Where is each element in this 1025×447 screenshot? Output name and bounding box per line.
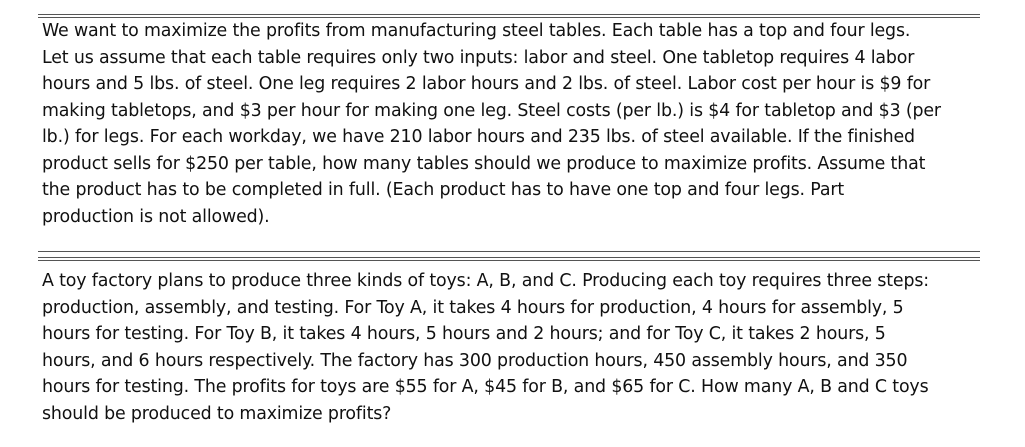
problem-toy-factory — [42, 268, 980, 427]
text-line: product sells for $250 per table, how many tables should we produce to maximize profits. Assume that — [42, 153, 926, 174]
text-line: the product has to be completed in full. (Each product has to have one top and four legs. Part — [42, 180, 844, 200]
text-line: Let us assume that each table requires only two inputs: labor and steel. One tabletop requires 4 labor — [42, 47, 915, 68]
text-line: A toy factory plans to produce three kinds of toys: A, B, and C. Producing each toy requires three steps: — [42, 271, 929, 291]
text-line: production is not allowed). — [42, 206, 270, 227]
text-line: hours, and 6 hours respectively. The factory has 300 production hours, 450 assembly hours, and 350 — [42, 350, 908, 371]
text-line: hours for testing. For Toy B, it takes 4 hours, 5 hours and 2 hours; and for Toy C, it takes 2 hours, 5 — [42, 324, 886, 344]
text-line: production, assembly, and testing. For Toy A, it takes 4 hours for production, 4 hours for assembly, 5 — [42, 297, 904, 318]
text-line: lb.) for legs. For each workday, we have 210 labor hours and 235 lbs. of steel available. If the finished — [42, 127, 915, 147]
section-divider — [38, 257, 980, 261]
text-line: making tabletops, and $3 per hour for making one leg. Steel costs (per lb.) is $4 for tabletop and $3 (per — [42, 100, 941, 121]
text-line: We want to maximize the profits from manufacturing steel tables. Each table has a top and four legs. — [42, 21, 911, 41]
text-line: should be produced to maximize profits? — [42, 403, 392, 424]
text-line: hours and 5 lbs. of steel. One leg requires 2 labor hours and 2 lbs. of steel. Labor cost per hour is $9 for — [42, 74, 931, 94]
text-line: hours for testing. The profits for toys are $55 for A, $45 for B, and $65 for C. How many A, B and C toys — [42, 377, 929, 397]
section-divider-top — [38, 251, 980, 252]
problem-steel-tables — [42, 18, 980, 230]
